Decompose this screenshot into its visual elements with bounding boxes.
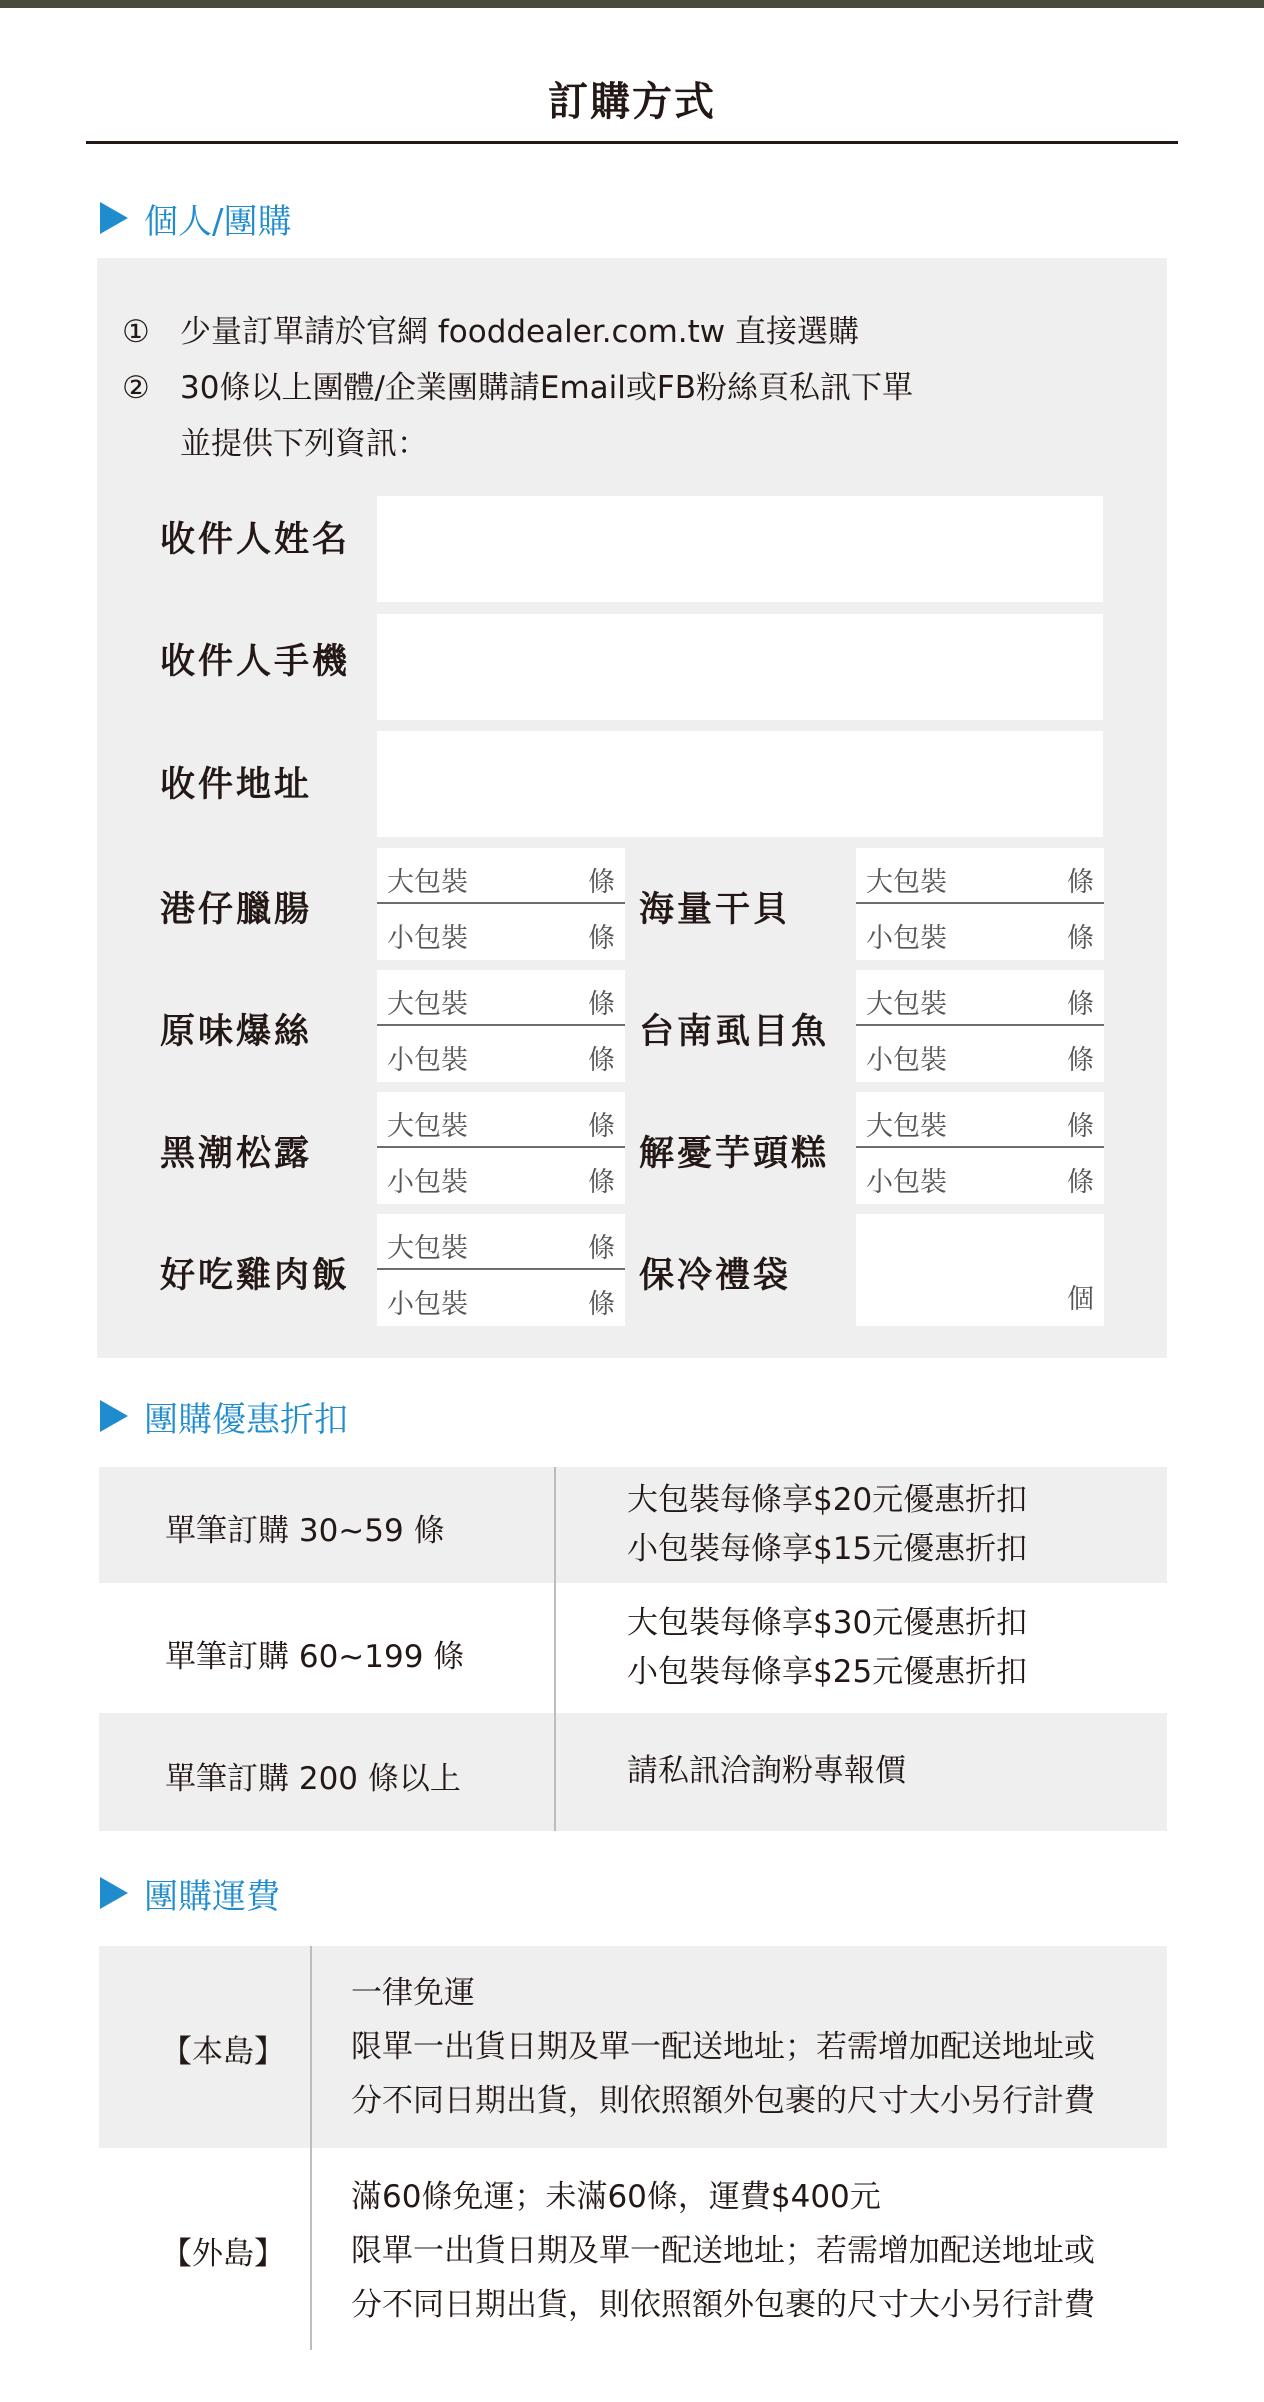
note-text: 少量訂單請於官網 fooddealer.com.tw 直接選購 xyxy=(180,314,859,350)
title-divider xyxy=(86,141,1178,144)
large-pack-label: 大包裝 xyxy=(866,1111,947,1142)
small-pack-label: 小包裝 xyxy=(387,923,468,954)
shipping-line: 限單一出貨日期及單一配送地址；若需增加配送地址或 xyxy=(351,2029,1095,2065)
section-heading-shipping xyxy=(100,1871,280,1915)
quantity-box[interactable] xyxy=(856,1092,1104,1204)
section-heading-order xyxy=(100,196,291,240)
unit-label: 條 xyxy=(1067,867,1094,898)
note-number: ① xyxy=(122,314,150,350)
unit-label: 條 xyxy=(1067,989,1094,1020)
shipping-line: 分不同日期出貨，則依照額外包裹的尺寸大小另行計費 xyxy=(351,2287,1095,2323)
table-row xyxy=(99,1583,1167,1713)
product-label: 黑潮松露 xyxy=(160,1134,313,1174)
table-cell xyxy=(351,1966,1095,2128)
large-pack-label: 大包裝 xyxy=(387,1111,468,1142)
product-label: 保冷禮袋 xyxy=(639,1256,792,1296)
shipping-table xyxy=(99,1946,1167,2350)
recipient-mobile-field[interactable] xyxy=(377,614,1103,720)
discount-line: 大包裝每條享$20元優惠折扣 xyxy=(627,1482,1028,1518)
table-cell xyxy=(627,1599,1027,1697)
section-heading-text: 團購優惠折扣 xyxy=(144,1399,348,1440)
small-pack-label: 小包裝 xyxy=(387,1289,468,1320)
table-cell xyxy=(351,2170,1095,2332)
quantity-box[interactable] xyxy=(856,848,1104,960)
small-pack-label: 小包裝 xyxy=(387,1045,468,1076)
small-pack-label: 小包裝 xyxy=(866,1167,947,1198)
large-pack-label: 大包裝 xyxy=(866,989,947,1020)
discount-line: 請私訊洽詢粉專報價 xyxy=(627,1753,906,1789)
table-row xyxy=(99,1946,1167,2148)
note-2 xyxy=(122,362,913,407)
section-heading-discount xyxy=(100,1394,348,1438)
table-cell: 【本島】 xyxy=(161,2034,285,2070)
large-pack-label: 大包裝 xyxy=(387,867,468,898)
table-cell: 單筆訂購 30~59 條 xyxy=(165,1513,445,1549)
table-row xyxy=(99,2148,1167,2350)
small-pack-label: 小包裝 xyxy=(387,1167,468,1198)
product-label: 港仔臘腸 xyxy=(160,890,313,930)
recipient-mobile-label: 收件人手機 xyxy=(160,642,351,682)
note-2-continued: 並提供下列資訊： xyxy=(180,426,428,462)
product-label: 海量干貝 xyxy=(639,890,792,930)
large-pack-label: 大包裝 xyxy=(387,989,468,1020)
discount-table xyxy=(99,1467,1167,1831)
unit-label: 條 xyxy=(588,1111,615,1142)
unit-label: 條 xyxy=(588,867,615,898)
product-label: 解憂芋頭糕 xyxy=(639,1134,830,1174)
shipping-line: 限單一出貨日期及單一配送地址；若需增加配送地址或 xyxy=(351,2233,1095,2269)
recipient-address-field[interactable] xyxy=(377,731,1103,837)
triangle-bullet-icon xyxy=(100,1877,128,1909)
unit-label: 條 xyxy=(588,1233,615,1264)
unit-label: 條 xyxy=(1067,923,1094,954)
table-row xyxy=(99,1713,1167,1831)
unit-label: 條 xyxy=(588,1289,615,1320)
unit-label: 條 xyxy=(588,989,615,1020)
table-cell xyxy=(627,1476,1027,1574)
shipping-line: 滿60條免運；未滿60條，運費$400元 xyxy=(351,2179,881,2215)
quantity-box[interactable] xyxy=(377,1092,625,1204)
unit-label: 條 xyxy=(588,1045,615,1076)
small-pack-label: 小包裝 xyxy=(866,923,947,954)
recipient-name-label: 收件人姓名 xyxy=(160,520,351,560)
unit-label: 條 xyxy=(588,923,615,954)
note-1 xyxy=(122,306,859,351)
discount-line: 小包裝每條享$25元優惠折扣 xyxy=(627,1654,1028,1690)
table-row xyxy=(99,1467,1167,1583)
page-title: 訂購方式 xyxy=(548,79,716,125)
column-divider xyxy=(310,1946,312,2350)
large-pack-label: 大包裝 xyxy=(387,1233,468,1264)
section-heading-text: 團購運費 xyxy=(144,1876,280,1917)
quantity-box[interactable] xyxy=(377,848,625,960)
table-cell: 單筆訂購 200 條以上 xyxy=(165,1761,461,1797)
quantity-box[interactable] xyxy=(856,970,1104,1082)
discount-line: 小包裝每條享$15元優惠折扣 xyxy=(627,1531,1028,1567)
unit-label: 條 xyxy=(1067,1111,1094,1142)
unit-label: 條 xyxy=(1067,1167,1094,1198)
small-pack-label: 小包裝 xyxy=(866,1045,947,1076)
table-cell xyxy=(627,1747,906,1796)
unit-label: 個 xyxy=(1067,1284,1094,1315)
note-text: 30條以上團體/企業團購請Email或FB粉絲頁私訊下單 xyxy=(180,370,913,406)
product-label: 台南虱目魚 xyxy=(639,1012,830,1052)
gift-bag-quantity-box[interactable] xyxy=(856,1214,1104,1326)
top-border xyxy=(0,0,1264,8)
shipping-line: 一律免運 xyxy=(351,1975,475,2011)
recipient-name-field[interactable] xyxy=(377,496,1103,602)
product-label: 好吃雞肉飯 xyxy=(160,1256,351,1296)
recipient-address-label: 收件地址 xyxy=(160,765,313,805)
triangle-bullet-icon xyxy=(100,1400,128,1432)
table-cell: 單筆訂購 60~199 條 xyxy=(165,1639,465,1675)
triangle-bullet-icon xyxy=(100,202,128,234)
product-label: 原味爆絲 xyxy=(160,1012,313,1052)
shipping-line: 分不同日期出貨，則依照額外包裹的尺寸大小另行計費 xyxy=(351,2083,1095,2119)
column-divider xyxy=(554,1467,556,1831)
unit-label: 條 xyxy=(1067,1045,1094,1076)
quantity-box[interactable] xyxy=(377,1214,625,1326)
note-number: ② xyxy=(122,370,150,406)
discount-line: 大包裝每條享$30元優惠折扣 xyxy=(627,1605,1028,1641)
large-pack-label: 大包裝 xyxy=(866,867,947,898)
section-heading-text: 個人/團購 xyxy=(144,201,292,242)
unit-label: 條 xyxy=(588,1167,615,1198)
table-cell: 【外島】 xyxy=(161,2236,285,2272)
quantity-box[interactable] xyxy=(377,970,625,1082)
